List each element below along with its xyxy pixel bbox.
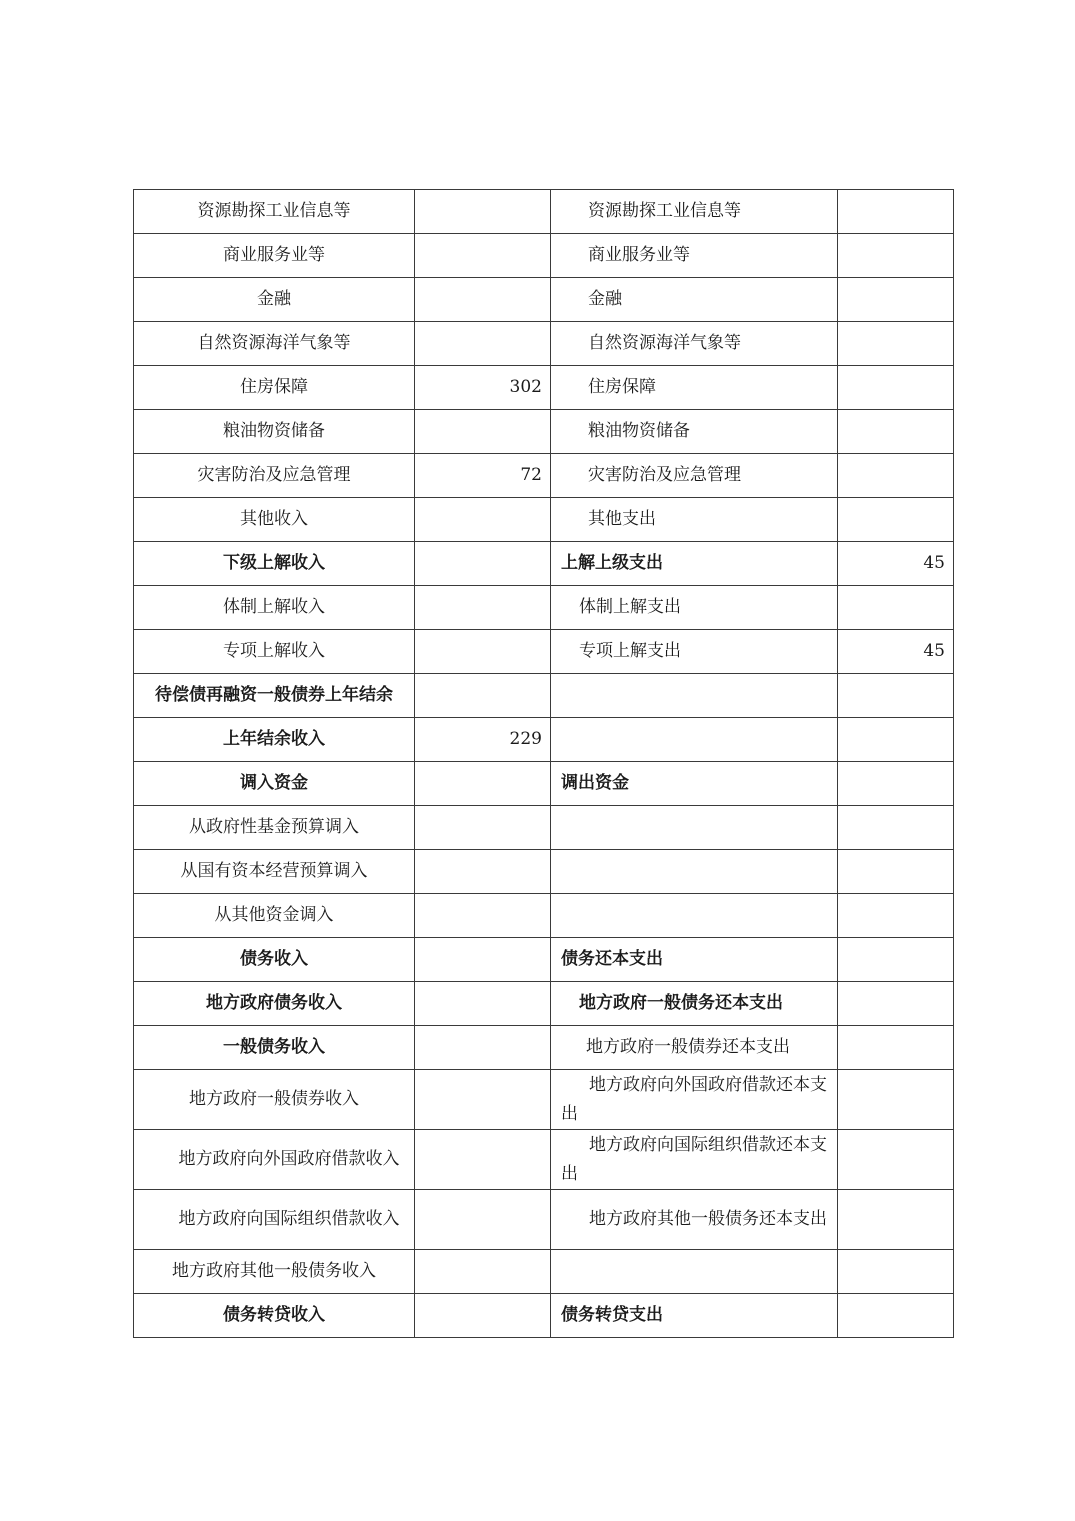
income-item-label: 其他收入 bbox=[134, 498, 415, 542]
income-item-value: 72 bbox=[415, 454, 551, 498]
table-row bbox=[134, 234, 954, 278]
expense-item-label bbox=[551, 674, 838, 718]
table-row bbox=[134, 542, 954, 586]
income-section-heading: 待偿债再融资一般债券上年结余 bbox=[134, 674, 415, 718]
income-item-value bbox=[415, 190, 551, 234]
table-row bbox=[134, 1026, 954, 1070]
income-item-value bbox=[415, 806, 551, 850]
expense-item-value bbox=[838, 322, 954, 366]
table-row bbox=[134, 366, 954, 410]
expense-item-label: 地方政府向外国政府借款还本支出 bbox=[551, 1070, 838, 1130]
table-row bbox=[134, 586, 954, 630]
expense-section-heading: 调出资金 bbox=[551, 762, 838, 806]
table-row bbox=[134, 410, 954, 454]
table-row bbox=[134, 850, 954, 894]
expense-item-label: 灾害防治及应急管理 bbox=[551, 454, 838, 498]
income-section-heading: 一般债务收入 bbox=[134, 1026, 415, 1070]
income-item-value bbox=[415, 410, 551, 454]
expense-item-value bbox=[838, 850, 954, 894]
income-section-heading: 债务收入 bbox=[134, 938, 415, 982]
expense-item-value bbox=[838, 1070, 954, 1130]
expense-item-label: 地方政府向国际组织借款还本支出 bbox=[551, 1130, 838, 1190]
expense-item-value bbox=[838, 894, 954, 938]
expense-item-value bbox=[838, 1250, 954, 1294]
expense-item-label: 自然资源海洋气象等 bbox=[551, 322, 838, 366]
table-row bbox=[134, 498, 954, 542]
income-item-label: 从国有资本经营预算调入 bbox=[134, 850, 415, 894]
expense-item-value bbox=[838, 454, 954, 498]
expense-item-label: 体制上解支出 bbox=[551, 586, 838, 630]
income-item-value bbox=[415, 762, 551, 806]
expense-section-heading: 地方政府一般债务还本支出 bbox=[551, 982, 838, 1026]
income-item-label: 地方政府向外国政府借款收入 bbox=[134, 1130, 415, 1190]
expense-item-label: 金融 bbox=[551, 278, 838, 322]
income-item-value bbox=[415, 1294, 551, 1338]
income-item-value bbox=[415, 674, 551, 718]
table-row bbox=[134, 630, 954, 674]
expense-item-value bbox=[838, 806, 954, 850]
expense-item-value bbox=[838, 1294, 954, 1338]
income-item-label: 灾害防治及应急管理 bbox=[134, 454, 415, 498]
income-item-label: 资源勘探工业信息等 bbox=[134, 190, 415, 234]
income-section-heading: 上年结余收入 bbox=[134, 718, 415, 762]
income-item-label: 地方政府向国际组织借款收入 bbox=[134, 1190, 415, 1250]
table-row bbox=[134, 454, 954, 498]
expense-item-value bbox=[838, 278, 954, 322]
table-row bbox=[134, 674, 954, 718]
income-item-value: 302 bbox=[415, 366, 551, 410]
table-row bbox=[134, 762, 954, 806]
expense-section-heading: 债务还本支出 bbox=[551, 938, 838, 982]
expense-item-label bbox=[551, 718, 838, 762]
expense-item-value bbox=[838, 410, 954, 454]
expense-item-label bbox=[551, 894, 838, 938]
income-item-value bbox=[415, 278, 551, 322]
expense-item-label: 地方政府一般债券还本支出 bbox=[551, 1026, 838, 1070]
expense-item-label: 专项上解支出 bbox=[551, 630, 838, 674]
table-row bbox=[134, 894, 954, 938]
income-item-value bbox=[415, 1130, 551, 1190]
income-item-label: 商业服务业等 bbox=[134, 234, 415, 278]
expense-item-value bbox=[838, 1190, 954, 1250]
expense-item-label: 粮油物资储备 bbox=[551, 410, 838, 454]
budget-table bbox=[133, 189, 954, 1338]
expense-item-value bbox=[838, 718, 954, 762]
table-row bbox=[134, 1130, 954, 1190]
expense-item-label: 商业服务业等 bbox=[551, 234, 838, 278]
income-item-value bbox=[415, 586, 551, 630]
expense-item-value bbox=[838, 498, 954, 542]
expense-item-value bbox=[838, 190, 954, 234]
income-item-value bbox=[415, 1190, 551, 1250]
income-item-label: 金融 bbox=[134, 278, 415, 322]
income-item-label: 从政府性基金预算调入 bbox=[134, 806, 415, 850]
income-item-label: 粮油物资储备 bbox=[134, 410, 415, 454]
expense-item-value bbox=[838, 234, 954, 278]
table-row bbox=[134, 1190, 954, 1250]
table-row bbox=[134, 1294, 954, 1338]
income-section-heading: 地方政府债务收入 bbox=[134, 982, 415, 1026]
expense-item-label bbox=[551, 1250, 838, 1294]
expense-item-label bbox=[551, 806, 838, 850]
income-item-value bbox=[415, 938, 551, 982]
table-row bbox=[134, 278, 954, 322]
expense-item-value bbox=[838, 674, 954, 718]
table-row bbox=[134, 718, 954, 762]
income-item-value bbox=[415, 234, 551, 278]
table-row bbox=[134, 1250, 954, 1294]
income-section-heading: 调入资金 bbox=[134, 762, 415, 806]
table-row bbox=[134, 806, 954, 850]
expense-item-label bbox=[551, 850, 838, 894]
expense-item-value bbox=[838, 982, 954, 1026]
income-item-value bbox=[415, 1026, 551, 1070]
expense-item-value bbox=[838, 1130, 954, 1190]
income-item-value bbox=[415, 498, 551, 542]
income-item-label: 从其他资金调入 bbox=[134, 894, 415, 938]
table-row bbox=[134, 322, 954, 366]
income-item-value bbox=[415, 850, 551, 894]
expense-item-value bbox=[838, 1026, 954, 1070]
expense-item-value: 45 bbox=[838, 630, 954, 674]
income-item-label: 地方政府其他一般债务收入 bbox=[134, 1250, 415, 1294]
expense-item-value bbox=[838, 586, 954, 630]
income-section-heading: 下级上解收入 bbox=[134, 542, 415, 586]
table-row bbox=[134, 938, 954, 982]
income-item-value bbox=[415, 982, 551, 1026]
income-item-value: 229 bbox=[415, 718, 551, 762]
expense-section-heading: 上解上级支出 bbox=[551, 542, 838, 586]
table-row bbox=[134, 1070, 954, 1130]
income-item-label: 地方政府一般债券收入 bbox=[134, 1070, 415, 1130]
income-item-value bbox=[415, 542, 551, 586]
expense-section-heading: 债务转贷支出 bbox=[551, 1294, 838, 1338]
income-item-value bbox=[415, 1250, 551, 1294]
expense-item-label: 资源勘探工业信息等 bbox=[551, 190, 838, 234]
income-item-value bbox=[415, 1070, 551, 1130]
income-item-label: 住房保障 bbox=[134, 366, 415, 410]
income-item-value bbox=[415, 894, 551, 938]
income-section-heading: 债务转贷收入 bbox=[134, 1294, 415, 1338]
income-item-label: 体制上解收入 bbox=[134, 586, 415, 630]
income-item-value bbox=[415, 322, 551, 366]
expense-item-value: 45 bbox=[838, 542, 954, 586]
expense-item-value bbox=[838, 366, 954, 410]
expense-item-label: 地方政府其他一般债务还本支出 bbox=[551, 1190, 838, 1250]
table-row bbox=[134, 190, 954, 234]
expense-item-label: 其他支出 bbox=[551, 498, 838, 542]
expense-item-value bbox=[838, 762, 954, 806]
income-item-label: 专项上解收入 bbox=[134, 630, 415, 674]
expense-item-label: 住房保障 bbox=[551, 366, 838, 410]
income-item-value bbox=[415, 630, 551, 674]
income-item-label: 自然资源海洋气象等 bbox=[134, 322, 415, 366]
expense-item-value bbox=[838, 938, 954, 982]
table-row bbox=[134, 982, 954, 1026]
